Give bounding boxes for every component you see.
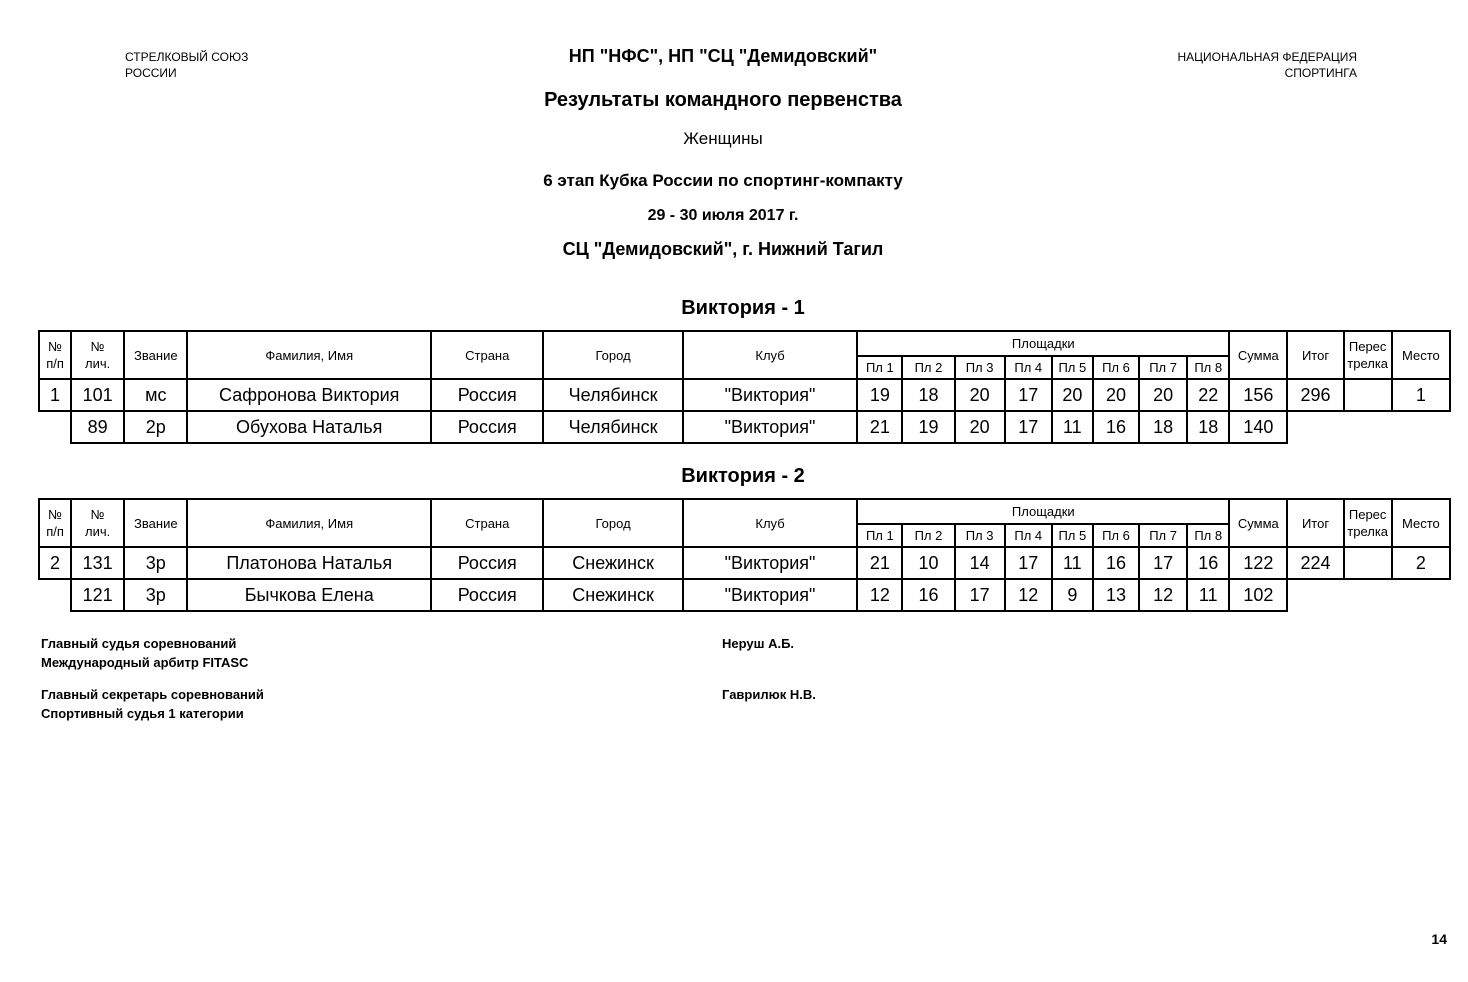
team-number: 2: [39, 547, 71, 579]
col-total: Итог: [1287, 499, 1343, 547]
athlete-name: Бычкова Елена: [187, 579, 431, 611]
license-number: 121: [71, 579, 124, 611]
score: 12: [1005, 579, 1052, 611]
empty-cell: [1287, 579, 1450, 611]
score: 19: [902, 411, 954, 443]
col-sum: Сумма: [1229, 331, 1287, 379]
team-title: Виктория - 1: [681, 297, 805, 319]
athlete-name: Сафронова Виктория: [187, 379, 431, 411]
score: 20: [1093, 379, 1139, 411]
team-number: 1: [39, 379, 71, 411]
license-number: 101: [71, 379, 124, 411]
col-range-5: Пл 5: [1052, 524, 1093, 547]
col-country: Страна: [431, 331, 543, 379]
score: 21: [857, 411, 902, 443]
col-country: Страна: [431, 499, 543, 547]
table-row: [39, 411, 1450, 443]
col-name: Фамилия, Имя: [187, 499, 431, 547]
col-range-3: Пл 3: [955, 356, 1005, 379]
chief-secretary-role: Главный секретарь соревнований: [41, 687, 264, 702]
federation-left-line1: СТРЕЛКОВЫЙ СОЮЗ: [125, 50, 249, 64]
score: 20: [955, 411, 1005, 443]
col-rank: Звание: [124, 331, 187, 379]
license-number: 131: [71, 547, 124, 579]
city: Снежинск: [543, 579, 682, 611]
event-dates: 29 - 30 июля 2017 г.: [647, 207, 799, 224]
col-range-6: Пл 6: [1093, 356, 1139, 379]
team-total: 296: [1287, 379, 1343, 411]
col-club: Клуб: [683, 499, 857, 547]
results-table: [38, 330, 1451, 444]
score: 12: [1139, 579, 1187, 611]
col-city: Город: [543, 499, 682, 547]
score: 11: [1052, 547, 1093, 579]
page-number: 14: [1431, 931, 1447, 947]
col-place: Место: [1392, 499, 1450, 547]
col-num: № п/п: [39, 331, 71, 379]
col-range-8: Пл 8: [1187, 524, 1229, 547]
score: 17: [1139, 547, 1187, 579]
col-sum: Сумма: [1229, 499, 1287, 547]
results-table: [38, 498, 1451, 612]
shootoff: [1344, 547, 1392, 579]
score: 17: [1005, 547, 1052, 579]
rank: мс: [124, 379, 187, 411]
col-rank: Звание: [124, 499, 187, 547]
score: 19: [857, 379, 902, 411]
club: "Виктория": [683, 411, 857, 443]
score: 20: [1052, 379, 1093, 411]
sum: 140: [1229, 411, 1287, 443]
empty-cell: [39, 411, 71, 443]
document-title: Результаты командного первенства: [544, 89, 902, 111]
score: 17: [955, 579, 1005, 611]
col-range-7: Пл 7: [1139, 524, 1187, 547]
score: 9: [1052, 579, 1093, 611]
sum: 102: [1229, 579, 1287, 611]
club: "Виктория": [683, 547, 857, 579]
score: 16: [902, 579, 954, 611]
score: 11: [1052, 411, 1093, 443]
col-ranges: Площадки: [857, 331, 1229, 356]
table-row: [39, 579, 1450, 611]
sum: 156: [1229, 379, 1287, 411]
score: 16: [1093, 411, 1139, 443]
score: 17: [1005, 411, 1052, 443]
chief-secretary-title: Спортивный судья 1 категории: [41, 706, 244, 721]
team-total: 224: [1287, 547, 1343, 579]
score: 22: [1187, 379, 1229, 411]
col-range-3: Пл 3: [955, 524, 1005, 547]
federation-right-line2: СПОРТИНГА: [1284, 66, 1357, 80]
col-range-4: Пл 4: [1005, 356, 1052, 379]
col-range-2: Пл 2: [902, 356, 954, 379]
score: 17: [1005, 379, 1052, 411]
chief-judge-title: Международный арбитр FITASC: [41, 655, 249, 670]
category: Женщины: [683, 129, 763, 148]
event-venue: СЦ "Демидовский", г. Нижний Тагил: [562, 239, 884, 259]
chief-judge-role: Главный судья соревнований: [41, 636, 237, 651]
athlete-name: Платонова Наталья: [187, 547, 431, 579]
score: 18: [902, 379, 954, 411]
score: 18: [1139, 411, 1187, 443]
col-range-1: Пл 1: [857, 524, 902, 547]
col-license: № лич.: [71, 499, 124, 547]
score: 16: [1093, 547, 1139, 579]
country: Россия: [431, 547, 543, 579]
col-ranges: Площадки: [857, 499, 1229, 524]
score: 21: [857, 547, 902, 579]
city: Снежинск: [543, 547, 682, 579]
table-row: [39, 379, 1450, 411]
chief-judge-block: [41, 634, 248, 672]
col-range-6: Пл 6: [1093, 524, 1139, 547]
col-shootoff: Перес трелка: [1344, 499, 1392, 547]
score: 10: [902, 547, 954, 579]
federation-right: [1057, 49, 1357, 81]
federation-left-line2: РОССИИ: [125, 66, 177, 80]
score: 11: [1187, 579, 1229, 611]
col-range-5: Пл 5: [1052, 356, 1093, 379]
table-header-row: [39, 331, 1450, 356]
col-range-7: Пл 7: [1139, 356, 1187, 379]
empty-cell: [1287, 411, 1450, 443]
col-city: Город: [543, 331, 682, 379]
rank: 3р: [124, 579, 187, 611]
col-license: № лич.: [71, 331, 124, 379]
team-place: 1: [1392, 379, 1450, 411]
table-row: [39, 547, 1450, 579]
chief-secretary-name: Гаврилюк Н.В.: [722, 687, 816, 702]
country: Россия: [431, 411, 543, 443]
chief-judge-name: Неруш А.Б.: [722, 636, 795, 651]
organizer: НП "НФС", НП "СЦ "Демидовский": [568, 46, 878, 66]
col-place: Место: [1392, 331, 1450, 379]
col-total: Итог: [1287, 331, 1343, 379]
sum: 122: [1229, 547, 1287, 579]
club: "Виктория": [683, 379, 857, 411]
federation-right-line1: НАЦИОНАЛЬНАЯ ФЕДЕРАЦИЯ: [1177, 50, 1357, 64]
empty-cell: [39, 579, 71, 611]
col-club: Клуб: [683, 331, 857, 379]
country: Россия: [431, 579, 543, 611]
col-name: Фамилия, Имя: [187, 331, 431, 379]
rank: 2р: [124, 411, 187, 443]
score: 13: [1093, 579, 1139, 611]
score: 20: [955, 379, 1005, 411]
col-shootoff: Перес трелка: [1344, 331, 1392, 379]
score: 16: [1187, 547, 1229, 579]
score: 20: [1139, 379, 1187, 411]
chief-secretary-block: [41, 685, 264, 723]
license-number: 89: [71, 411, 124, 443]
table-header-row: [39, 499, 1450, 524]
col-num: № п/п: [39, 499, 71, 547]
col-range-4: Пл 4: [1005, 524, 1052, 547]
team-title: Виктория - 2: [681, 465, 805, 487]
country: Россия: [431, 379, 543, 411]
team-place: 2: [1392, 547, 1450, 579]
col-range-1: Пл 1: [857, 356, 902, 379]
club: "Виктория": [683, 579, 857, 611]
city: Челябинск: [543, 411, 682, 443]
event-name: 6 этап Кубка России по спортинг-компакту: [543, 171, 903, 190]
score: 18: [1187, 411, 1229, 443]
score: 14: [955, 547, 1005, 579]
city: Челябинск: [543, 379, 682, 411]
rank: 3р: [124, 547, 187, 579]
shootoff: [1344, 379, 1392, 411]
col-range-8: Пл 8: [1187, 356, 1229, 379]
col-range-2: Пл 2: [902, 524, 954, 547]
score: 12: [857, 579, 902, 611]
athlete-name: Обухова Наталья: [187, 411, 431, 443]
